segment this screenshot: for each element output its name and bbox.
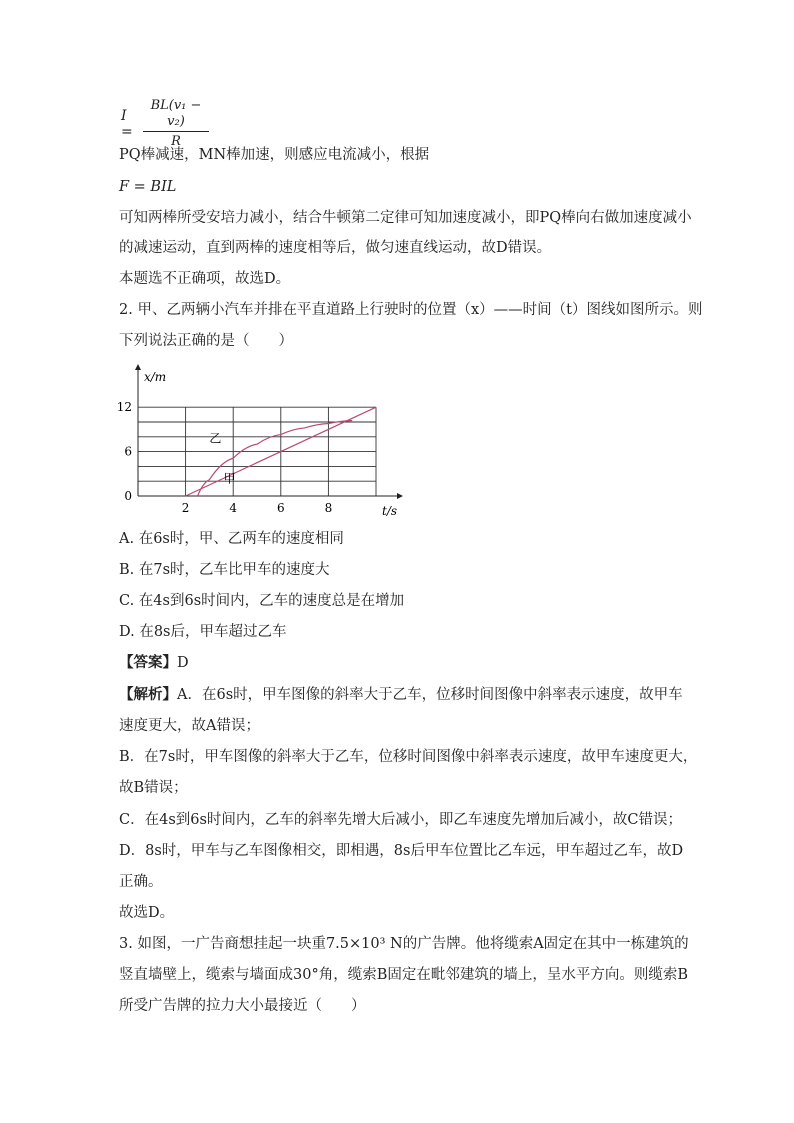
- analysis-line-6: D．8s时，甲车与乙车图像相交，即相遇，8s后甲车位置比乙车远，甲车超过乙车，故D: [119, 843, 684, 859]
- option-a: A. 在6s时，甲、乙两车的速度相同: [119, 531, 344, 547]
- x-tick-label: 6: [276, 501, 285, 515]
- formula-denominator: R: [171, 134, 181, 149]
- x-tick-label: 2: [181, 501, 190, 515]
- text-line-4: 的减速运动，直到两棒的速度相等后，做匀速直线运动，故D错误。: [119, 240, 552, 256]
- question-3-line-2: 竖直墙壁上，缆索与墙面成30°角，缆索B固定在毗邻建筑的墙上，呈水平方向。则缆索B: [119, 967, 689, 983]
- question-2-line-1: 2. 甲、乙两辆小汽车并排在平直道路上行驶时的位置（x）——时间（t）图线如图所示。则: [119, 302, 703, 318]
- x-axis-label: t/s: [382, 504, 398, 518]
- formula-fraction: [143, 98, 209, 150]
- text-line-3: 可知两棒所受安培力减小，结合牛顿第二定律可知加速度减小，即PQ棒向右做加速度减小: [119, 210, 692, 226]
- option-d: D. 在8s后，甲车超过乙车: [119, 624, 287, 640]
- y-tick-label: 12: [116, 400, 132, 415]
- x-tick-label: 8: [324, 501, 333, 515]
- option-c: C. 在4s到6s时间内，乙车的速度总是在增加: [119, 593, 405, 609]
- x-tick-label: 4: [229, 501, 238, 515]
- analysis-text-1: A．在6s时，甲车图像的斜率大于乙车，位移时间图像中斜率表示速度，故甲车: [177, 687, 683, 703]
- formula-numerator: BL(v₁ − v₂): [150, 98, 202, 129]
- question-3-line-3: 所受广告牌的拉力大小最接近（ ）: [119, 998, 366, 1014]
- fraction-bar: [143, 131, 209, 132]
- text-line-5: 本题选不正确项，故选D。: [119, 271, 291, 287]
- analysis-line-7: 正确。: [119, 874, 163, 890]
- answer-tag: 【答案】: [119, 654, 177, 671]
- analysis-line-1: [119, 685, 683, 705]
- text-line-1: PQ棒减速，MN棒加速，则感应电流减小，根据: [119, 147, 430, 163]
- option-b: B. 在7s时，乙车比甲车的速度大: [119, 562, 330, 578]
- answer-line: [119, 653, 189, 673]
- analysis-line-8: 故选D。: [119, 905, 175, 921]
- series-label-yi: 乙: [209, 431, 222, 446]
- analysis-line-5: C．在4s到6s时间内，乙车的斜率先增大后减小，即乙车速度先增加后减小，故C错误；: [119, 812, 683, 828]
- y-tick-label: 6: [124, 444, 132, 459]
- answer-text: D: [177, 655, 189, 671]
- x-axis-arrow: [397, 493, 403, 499]
- question-3-line-1: 3. 如图，一广告商想挂起一块重7.5×10³ N的广告牌。他将缆索A固定在其中一栋建筑的: [119, 936, 689, 952]
- y-tick-label: 0: [124, 489, 132, 503]
- y-axis-label: x/m: [144, 370, 167, 384]
- formula-lhs: I =: [121, 108, 133, 140]
- analysis-line-4: 故B错误；: [119, 780, 188, 796]
- y-axis-arrow: [135, 364, 141, 370]
- analysis-line-3: B．在7s时，甲车图像的斜率大于乙车，位移时间图像中斜率表示速度，故甲车速度更大，: [119, 749, 698, 765]
- analysis-tag: 【解析】: [119, 686, 177, 703]
- force-formula: F = BIL: [119, 179, 177, 195]
- series-label-jia: 甲: [223, 471, 236, 486]
- question-2-line-2: 下列说法正确的是（ ）: [119, 333, 293, 349]
- position-time-chart: [116, 363, 409, 523]
- analysis-line-2: 速度更大，故A错误；: [119, 718, 260, 734]
